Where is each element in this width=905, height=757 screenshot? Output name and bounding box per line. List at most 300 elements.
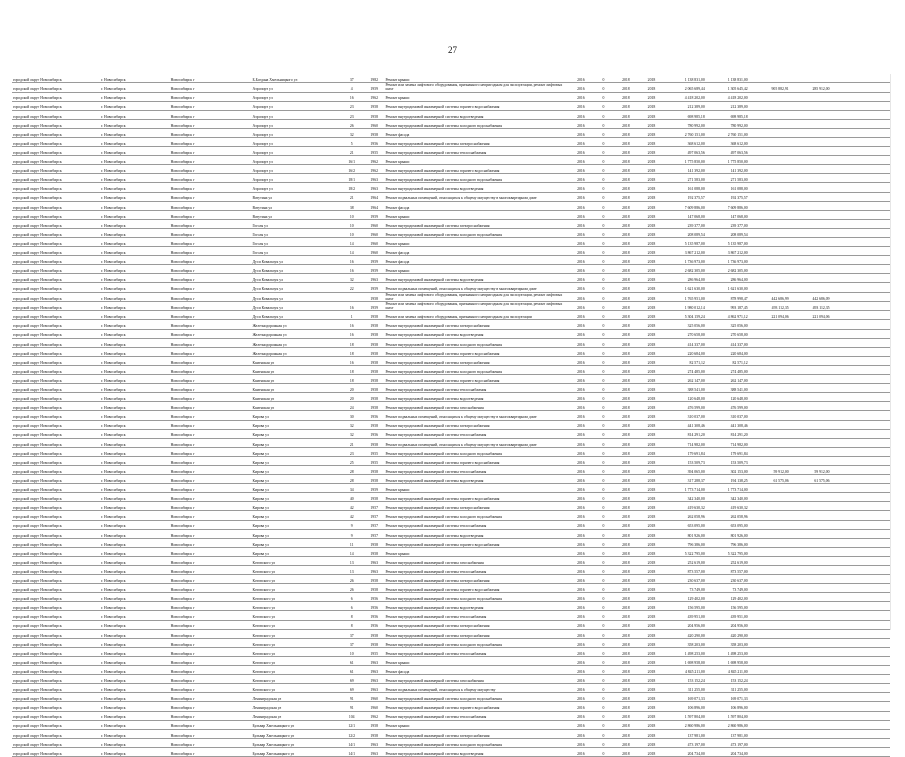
cell-end-year: 2018 <box>638 210 665 219</box>
cell-work-type: Ремонт внутридомовой инженерной системы холодного водоснабжения <box>384 511 568 520</box>
cell-coef: 0 <box>593 538 613 547</box>
cell-fund-cost: 878 998,47 <box>708 292 751 301</box>
cell-locality: г. Новосибирск <box>100 711 170 720</box>
cell-city: Новосибирск г <box>170 283 252 292</box>
cell-locality: г. Новосибирск <box>100 74 170 83</box>
cell-budget-cost <box>751 338 792 347</box>
cell-local-cost: 221 094,06 <box>792 311 833 320</box>
cell-built-year: 1963 <box>364 656 384 665</box>
cell-total-cost: 1 138 831,00 <box>665 74 708 83</box>
cell-plan-year: 2016 <box>569 110 594 119</box>
cell-fund-cost: 325 056,00 <box>708 320 751 329</box>
cell-house: 23 <box>339 110 364 119</box>
cell-street: Кирова ул <box>251 484 339 493</box>
cell-end-year: 2018 <box>638 201 665 210</box>
cell-built-year: 1958 <box>364 110 384 119</box>
cell-fund-cost: 2 760 151,00 <box>708 128 751 137</box>
cell-total-cost: 1 621 630,00 <box>665 283 708 292</box>
cell-built-year: 1955 <box>364 647 384 656</box>
cell-work-type: Ремонт крыши <box>384 74 568 83</box>
cell-built-year: 1957 <box>364 529 384 538</box>
cell-municipality: городской округ Новосибирск <box>12 538 100 547</box>
cell-built-year: 1958 <box>364 402 384 411</box>
cell-municipality: городской округ Новосибирск <box>12 575 100 584</box>
cell-locality: г. Новосибирск <box>100 547 170 556</box>
cell-street: Ленинградская ул <box>251 702 339 711</box>
cell-coef: 0 <box>593 301 613 310</box>
cell-locality: г. Новосибирск <box>100 219 170 228</box>
cell-fund-cost: 441 308,46 <box>708 420 751 429</box>
cell-end-year: 2018 <box>638 547 665 556</box>
cell-local-cost <box>792 365 833 374</box>
cell-end-year: 2018 <box>638 147 665 156</box>
cell-total-cost: 1 498 253,00 <box>665 647 708 656</box>
cell-fund-cost: 342 340,00 <box>708 493 751 502</box>
page-number: 27 <box>448 45 457 55</box>
cell-local-cost <box>792 137 833 146</box>
cell-coef: 0 <box>593 575 613 584</box>
cell-work-type: Ремонт внутридомовой инженерной системы холодного водоснабжения <box>384 738 568 747</box>
cell-plan-year: 2016 <box>569 447 594 456</box>
cell-work-type: Ремонт крыши <box>384 656 568 665</box>
cell-locality: г. Новосибирск <box>100 201 170 210</box>
cell-fund-cost: 1 597 804,00 <box>708 711 751 720</box>
cell-street: Аэропорт ул <box>251 101 339 110</box>
cell-end-year: 2018 <box>638 693 665 702</box>
cell-other-cost <box>833 156 890 165</box>
cell-coef: 0 <box>593 638 613 647</box>
cell-coef: 0 <box>593 192 613 201</box>
cell-coef: 0 <box>593 156 613 165</box>
cell-local-cost <box>792 456 833 465</box>
cell-budget-cost: 442 686,99 <box>751 292 792 301</box>
cell-house: 16/2 <box>339 165 364 174</box>
cell-house: 23 <box>339 447 364 456</box>
cell-local-cost <box>792 656 833 665</box>
cell-city: Новосибирск г <box>170 356 252 365</box>
cell-work-type: Ремонт внутридомовой инженерной системы горячего водоснабжения <box>384 493 568 502</box>
cell-budget-cost <box>751 629 792 638</box>
cell-street: Котовского ул <box>251 684 339 693</box>
cell-fund-cost: 230 637,00 <box>708 575 751 584</box>
cell-budget-cost <box>751 347 792 356</box>
cell-plan-year: 2016 <box>569 702 594 711</box>
cell-plan-year: 2016 <box>569 147 594 156</box>
cell-coef: 0 <box>593 238 613 247</box>
capital-repair-table <box>12 74 890 757</box>
cell-municipality: городской округ Новосибирск <box>12 238 100 247</box>
cell-built-year: 1958 <box>364 547 384 556</box>
cell-coef: 0 <box>593 465 613 474</box>
cell-work-type: Ремонт внутридомовой инженерной системы водоотведения <box>384 602 568 611</box>
cell-other-cost <box>833 538 890 547</box>
cell-total-cost: 271 583,00 <box>665 174 708 183</box>
cell-local-cost <box>792 283 833 292</box>
cell-plan-year: 2016 <box>569 620 594 629</box>
cell-fund-cost: 1 498 253,00 <box>708 647 751 656</box>
cell-coef: 0 <box>593 274 613 283</box>
cell-city: Новосибирск г <box>170 502 252 511</box>
cell-start-year: 2018 <box>614 429 639 438</box>
cell-house: 69 <box>339 684 364 693</box>
cell-city: Новосибирск г <box>170 183 252 192</box>
cell-local-cost <box>792 228 833 237</box>
cell-work-type: Ремонт внутридомовой инженерной системы газоснабжения <box>384 556 568 565</box>
cell-street: Ленинградская ул <box>251 711 339 720</box>
cell-end-year: 2018 <box>638 611 665 620</box>
cell-house: 28 <box>339 475 364 484</box>
cell-city: Новосибирск г <box>170 538 252 547</box>
cell-plan-year: 2016 <box>569 675 594 684</box>
cell-end-year: 2018 <box>638 684 665 693</box>
cell-total-cost: 204 734,00 <box>665 747 708 756</box>
cell-budget-cost <box>751 566 792 575</box>
cell-locality: г. Новосибирск <box>100 329 170 338</box>
cell-built-year: 1958 <box>364 538 384 547</box>
cell-budget-cost <box>751 101 792 110</box>
cell-house: 1 <box>339 311 364 320</box>
cell-total-cost: 82 571,12 <box>665 356 708 365</box>
cell-street: Ватутина ул <box>251 201 339 210</box>
cell-budget-cost <box>751 320 792 329</box>
cell-other-cost <box>833 438 890 447</box>
cell-other-cost <box>833 484 890 493</box>
cell-city: Новосибирск г <box>170 666 252 675</box>
cell-built-year: 1958 <box>364 128 384 137</box>
cell-other-cost <box>833 520 890 529</box>
cell-coef: 0 <box>593 402 613 411</box>
cell-budget-cost <box>751 447 792 456</box>
cell-street: Котовского ул <box>251 656 339 665</box>
table-row <box>12 684 890 693</box>
cell-end-year: 2018 <box>638 465 665 474</box>
cell-plan-year: 2016 <box>569 475 594 484</box>
cell-street: Каменская ул <box>251 402 339 411</box>
cell-built-year: 1955 <box>364 456 384 465</box>
cell-locality: г. Новосибирск <box>100 393 170 402</box>
cell-built-year: 1962 <box>364 92 384 101</box>
cell-fund-cost: 192 375,57 <box>708 192 751 201</box>
cell-house: 16 <box>339 92 364 101</box>
cell-built-year: 1959 <box>364 301 384 310</box>
cell-house: 4 <box>339 83 364 92</box>
cell-total-cost: 106 896,00 <box>665 702 708 711</box>
cell-plan-year: 2016 <box>569 238 594 247</box>
cell-fund-cost: 204 956,00 <box>708 620 751 629</box>
cell-end-year: 2018 <box>638 365 665 374</box>
cell-city: Новосибирск г <box>170 274 252 283</box>
cell-municipality: городской округ Новосибирск <box>12 329 100 338</box>
cell-locality: г. Новосибирск <box>100 320 170 329</box>
cell-coef: 0 <box>593 420 613 429</box>
table-row <box>12 201 890 210</box>
cell-work-type: Ремонт подвальных помещений, относящихся к общему имуществу в многоквартирном доме <box>384 192 568 201</box>
cell-house: 37 <box>339 629 364 638</box>
cell-coef: 0 <box>593 128 613 137</box>
table-row <box>12 147 890 156</box>
cell-total-cost: 441 308,46 <box>665 420 708 429</box>
cell-municipality: городской округ Новосибирск <box>12 228 100 237</box>
table-row <box>12 747 890 756</box>
cell-municipality: городской округ Новосибирск <box>12 702 100 711</box>
cell-start-year: 2018 <box>614 92 639 101</box>
cell-work-type: Ремонт внутридомовой инженерной системы водоотведения <box>384 110 568 119</box>
cell-fund-cost: 388 541,00 <box>708 384 751 393</box>
table-row <box>12 83 890 92</box>
cell-plan-year: 2016 <box>569 101 594 110</box>
cell-built-year: 1963 <box>364 274 384 283</box>
cell-locality: г. Новосибирск <box>100 575 170 584</box>
table-row <box>12 702 890 711</box>
cell-total-cost: 1 980 012,14 <box>665 301 708 310</box>
cell-city: Новосибирск г <box>170 584 252 593</box>
cell-fund-cost: 1 736 973,00 <box>708 256 751 265</box>
cell-local-cost <box>792 584 833 593</box>
cell-end-year: 2018 <box>638 137 665 146</box>
cell-start-year: 2018 <box>614 602 639 611</box>
cell-fund-cost: 147 068,00 <box>708 210 751 219</box>
cell-other-cost <box>833 656 890 665</box>
cell-local-cost: 285 912,00 <box>792 83 833 92</box>
cell-work-type: Ремонт внутридомовой инженерной системы электроснабжения <box>384 137 568 146</box>
cell-start-year: 2018 <box>614 83 639 92</box>
cell-plan-year: 2016 <box>569 365 594 374</box>
cell-municipality: городской округ Новосибирск <box>12 620 100 629</box>
cell-budget-cost: 905 882,91 <box>751 83 792 92</box>
cell-built-year: 1957 <box>364 520 384 529</box>
cell-local-cost <box>792 219 833 228</box>
cell-street: Каменская ул <box>251 365 339 374</box>
cell-other-cost <box>833 647 890 656</box>
cell-locality: г. Новосибирск <box>100 529 170 538</box>
cell-coef: 0 <box>593 620 613 629</box>
cell-end-year: 2018 <box>638 83 665 92</box>
cell-total-cost: 1 597 804,00 <box>665 711 708 720</box>
cell-municipality: городской округ Новосибирск <box>12 602 100 611</box>
cell-municipality: городской округ Новосибирск <box>12 283 100 292</box>
cell-street: Котовского ул <box>251 620 339 629</box>
cell-local-cost <box>792 575 833 584</box>
table-row <box>12 729 890 738</box>
cell-other-cost <box>833 174 890 183</box>
cell-house: 37 <box>339 638 364 647</box>
cell-other-cost <box>833 529 890 538</box>
cell-built-year: 1963 <box>364 675 384 684</box>
cell-total-cost: 239 377,00 <box>665 219 708 228</box>
cell-house: 42 <box>339 511 364 520</box>
table-row <box>12 311 890 320</box>
cell-budget-cost <box>751 384 792 393</box>
cell-street: Котовского ул <box>251 575 339 584</box>
cell-municipality: городской округ Новосибирск <box>12 511 100 520</box>
cell-street: Железнодорожная ул <box>251 329 339 338</box>
cell-start-year: 2018 <box>614 620 639 629</box>
table-body <box>12 74 890 756</box>
cell-local-cost <box>792 74 833 83</box>
cell-built-year: 1962 <box>364 711 384 720</box>
table-row <box>12 393 890 402</box>
table-row <box>12 101 890 110</box>
table-row <box>12 656 890 665</box>
cell-total-cost: 262 147,00 <box>665 375 708 384</box>
cell-other-cost <box>833 666 890 675</box>
cell-plan-year: 2016 <box>569 584 594 593</box>
cell-city: Новосибирск г <box>170 347 252 356</box>
cell-municipality: городской округ Новосибирск <box>12 365 100 374</box>
cell-street: Аэропорт ул <box>251 137 339 146</box>
cell-city: Новосибирск г <box>170 556 252 565</box>
cell-municipality: городской округ Новосибирск <box>12 647 100 656</box>
cell-fund-cost: 120 648,00 <box>708 393 751 402</box>
table-row <box>12 283 890 292</box>
cell-house: 8 <box>339 611 364 620</box>
cell-work-type: Ремонт подвальных помещений, относящихся к общему имуществу <box>384 684 568 693</box>
cell-budget-cost <box>751 611 792 620</box>
cell-built-year: 1959 <box>364 283 384 292</box>
cell-municipality: городской округ Новосибирск <box>12 183 100 192</box>
cell-locality: г. Новосибирск <box>100 210 170 219</box>
table-row <box>12 538 890 547</box>
cell-street: Гоголя ул <box>251 247 339 256</box>
cell-work-type: Ремонт или замена лифтового оборудования, признанного непригодным для эксплуатации <box>384 311 568 320</box>
cell-work-type: Ремонт внутридомовой инженерной системы горячего водоснабжения <box>384 165 568 174</box>
cell-total-cost: 310 037,00 <box>665 411 708 420</box>
cell-municipality: городской округ Новосибирск <box>12 110 100 119</box>
cell-budget-cost <box>751 201 792 210</box>
cell-plan-year: 2016 <box>569 502 594 511</box>
cell-local-cost <box>792 511 833 520</box>
cell-total-cost: 137 981,00 <box>665 729 708 738</box>
cell-built-year: 1964 <box>364 201 384 210</box>
cell-local-cost <box>792 538 833 547</box>
cell-start-year: 2018 <box>614 402 639 411</box>
cell-house: 37 <box>339 74 364 83</box>
cell-other-cost <box>833 602 890 611</box>
cell-work-type: Ремонт внутридомовой инженерной системы холодного водоснабжения <box>384 693 568 702</box>
cell-other-cost <box>833 447 890 456</box>
cell-total-cost: 220 684,00 <box>665 347 708 356</box>
cell-budget-cost <box>751 365 792 374</box>
cell-coef: 0 <box>593 265 613 274</box>
cell-house: 14 <box>339 238 364 247</box>
cell-house: 12/1 <box>339 720 364 729</box>
cell-city: Новосибирск г <box>170 174 252 183</box>
cell-start-year: 2018 <box>614 210 639 219</box>
cell-plan-year: 2016 <box>569 247 594 256</box>
cell-budget-cost <box>751 119 792 128</box>
cell-street: Котовского ул <box>251 584 339 593</box>
cell-municipality: городской округ Новосибирск <box>12 174 100 183</box>
cell-locality: г. Новосибирск <box>100 356 170 365</box>
cell-other-cost <box>833 83 890 92</box>
cell-total-cost: 653 095,00 <box>665 520 708 529</box>
cell-fund-cost: 169 071,33 <box>708 693 751 702</box>
cell-locality: г. Новосибирск <box>100 638 170 647</box>
cell-coef: 0 <box>593 347 613 356</box>
table-row <box>12 92 890 101</box>
cell-local-cost <box>792 438 833 447</box>
cell-end-year: 2018 <box>638 320 665 329</box>
cell-fund-cost: 368 612,00 <box>708 137 751 146</box>
cell-local-cost <box>792 192 833 201</box>
cell-end-year: 2018 <box>638 720 665 729</box>
cell-municipality: городской округ Новосибирск <box>12 693 100 702</box>
cell-plan-year: 2016 <box>569 511 594 520</box>
cell-local-cost <box>792 156 833 165</box>
cell-locality: г. Новосибирск <box>100 247 170 256</box>
cell-end-year: 2018 <box>638 128 665 137</box>
cell-plan-year: 2016 <box>569 611 594 620</box>
cell-total-cost: 120 648,00 <box>665 393 708 402</box>
cell-total-cost: 439 951,00 <box>665 611 708 620</box>
cell-budget-cost <box>751 575 792 584</box>
cell-locality: г. Новосибирск <box>100 83 170 92</box>
cell-built-year: 1960 <box>364 228 384 237</box>
table-row <box>12 128 890 137</box>
cell-municipality: городской округ Новосибирск <box>12 484 100 493</box>
cell-start-year: 2018 <box>614 256 639 265</box>
cell-street: Кирова ул <box>251 447 339 456</box>
cell-start-year: 2018 <box>614 128 639 137</box>
cell-house: 23 <box>339 101 364 110</box>
cell-coef: 0 <box>593 137 613 146</box>
table-row <box>12 666 890 675</box>
cell-local-cost <box>792 529 833 538</box>
cell-end-year: 2018 <box>638 375 665 384</box>
cell-total-cost: 325 056,00 <box>665 320 708 329</box>
cell-budget-cost <box>751 493 792 502</box>
cell-built-year: 1956 <box>364 602 384 611</box>
cell-municipality: городской округ Новосибирск <box>12 156 100 165</box>
cell-other-cost <box>833 311 890 320</box>
table-row <box>12 156 890 165</box>
cell-budget-cost <box>751 647 792 656</box>
cell-work-type: Ремонт внутридомовой инженерной системы водоотведения <box>384 529 568 538</box>
cell-start-year: 2018 <box>614 174 639 183</box>
cell-city: Новосибирск г <box>170 420 252 429</box>
cell-end-year: 2018 <box>638 301 665 310</box>
cell-work-type: Ремонт крыши <box>384 210 568 219</box>
cell-work-type: Ремонт внутридомовой инженерной системы теплоснабжения <box>384 520 568 529</box>
cell-local-cost <box>792 119 833 128</box>
cell-local-cost <box>792 247 833 256</box>
cell-start-year: 2018 <box>614 265 639 274</box>
cell-fund-cost: 780 992,00 <box>708 119 751 128</box>
cell-local-cost <box>792 210 833 219</box>
cell-plan-year: 2016 <box>569 156 594 165</box>
cell-locality: г. Новосибирск <box>100 693 170 702</box>
cell-municipality: городской округ Новосибирск <box>12 675 100 684</box>
cell-coef: 0 <box>593 747 613 756</box>
cell-locality: г. Новосибирск <box>100 128 170 137</box>
cell-total-cost: 814 291,20 <box>665 429 708 438</box>
cell-street: Кирова ул <box>251 429 339 438</box>
cell-built-year: 1959 <box>364 83 384 92</box>
cell-start-year: 2018 <box>614 347 639 356</box>
cell-built-year: 1958 <box>364 575 384 584</box>
cell-city: Новосибирск г <box>170 74 252 83</box>
cell-end-year: 2018 <box>638 247 665 256</box>
cell-locality: г. Новосибирск <box>100 438 170 447</box>
cell-fund-cost: 194 138,25 <box>708 475 751 484</box>
cell-start-year: 2018 <box>614 675 639 684</box>
cell-house: 28 <box>339 465 364 474</box>
cell-local-cost <box>792 484 833 493</box>
cell-street: Кирова ул <box>251 547 339 556</box>
table-row <box>12 219 890 228</box>
cell-work-type: Ремонт фасада <box>384 247 568 256</box>
cell-work-type: Ремонт внутридомовой инженерной системы горячего водоснабжения <box>384 347 568 356</box>
